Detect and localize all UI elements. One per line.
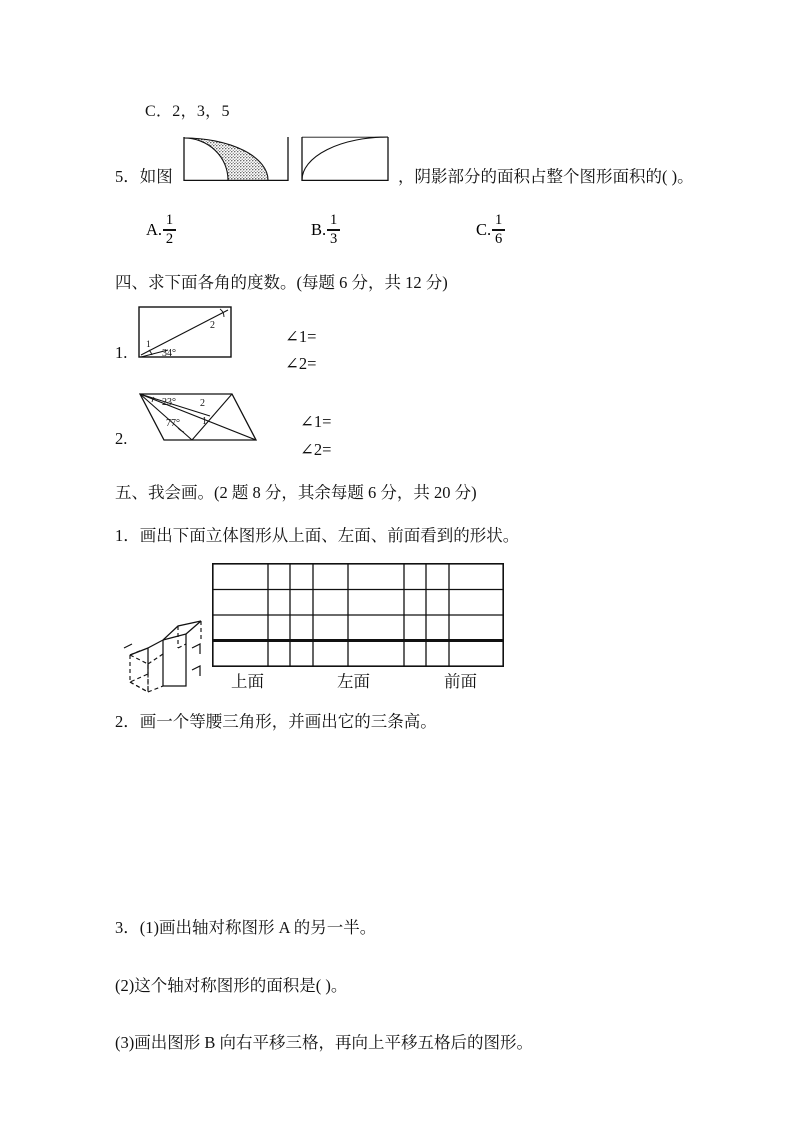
angle-label-1: 1 bbox=[146, 340, 151, 350]
fraction-one-third bbox=[327, 213, 340, 247]
choice-b-label: B. bbox=[311, 219, 327, 239]
item-body: 画出下面立体图形从上面、左面、前面看到的形状。 bbox=[139, 526, 520, 545]
fraction-one-sixth bbox=[492, 213, 505, 247]
fraction-denominator: 2 bbox=[165, 230, 174, 247]
section-four-item-2-answer-2: ∠2= bbox=[300, 440, 332, 459]
parallelogram-with-diagonals-figure bbox=[136, 388, 261, 446]
angle-value-77: 77° bbox=[166, 418, 180, 429]
section-five-item-1-text bbox=[115, 527, 519, 545]
fraction-denominator: 6 bbox=[495, 230, 503, 247]
choice-a-label: A. bbox=[146, 219, 163, 239]
angle-label-1: 1 bbox=[202, 416, 207, 427]
view-label-front: 前面 bbox=[444, 672, 477, 691]
view-label-left: 左面 bbox=[337, 672, 370, 691]
question5-shaded-area-figure bbox=[180, 136, 392, 182]
choice-c-previous-question: C．2，3，5 bbox=[145, 103, 230, 120]
item-number: 3． bbox=[115, 918, 140, 937]
angle-label-2: 2 bbox=[210, 320, 215, 331]
fraction-numerator: 1 bbox=[165, 212, 174, 228]
question5-choice-b[interactable] bbox=[311, 213, 340, 247]
section-four-item-2-number: 2. bbox=[115, 429, 128, 448]
item-number: 2． bbox=[115, 712, 140, 731]
fraction-numerator: 1 bbox=[330, 212, 338, 228]
angle-value-34: 34° bbox=[162, 348, 176, 359]
question5-choice-a[interactable] bbox=[146, 213, 176, 247]
question5-choice-c[interactable] bbox=[476, 213, 505, 247]
question5-lead-text: 5．如图 bbox=[115, 167, 173, 186]
isometric-cube-stack-figure bbox=[108, 608, 206, 700]
fraction-denominator: 3 bbox=[330, 230, 338, 247]
section-five-item-3-subitem-1 bbox=[115, 919, 376, 937]
section-five-item-3-subitem-3: (3)画出图形 B 向右平移三格，再向上平移五格后的图形。 bbox=[115, 1033, 533, 1052]
item-body: 画一个等腰三角形，并画出它的三条高。 bbox=[139, 712, 437, 731]
fraction-numerator: 1 bbox=[495, 212, 503, 228]
three-views-answer-grid[interactable] bbox=[212, 563, 504, 667]
fraction-one-half bbox=[163, 213, 176, 247]
question5-tail-text: ，阴影部分的面积占整个图形面积的( )。 bbox=[398, 167, 694, 186]
section-four-heading: 四、求下面各角的度数。(每题 6 分，共 12 分) bbox=[115, 273, 448, 292]
rectangle-with-diagonal-figure bbox=[138, 306, 232, 358]
section-four-item-1-answer-2: ∠2= bbox=[285, 354, 317, 373]
section-five-item-3-subitem-2: (2)这个轴对称图形的面积是( )。 bbox=[115, 976, 348, 995]
section-four-item-1-number: 1. bbox=[115, 343, 128, 362]
angle-label-2: 2 bbox=[200, 398, 205, 409]
section-four-item-1-answer-1: ∠1= bbox=[285, 327, 317, 346]
section-five-item-2-text bbox=[115, 713, 437, 731]
section-five-heading: 五、我会画。(2 题 8 分，其余每题 6 分，共 20 分) bbox=[115, 483, 477, 502]
subitem-body: (1)画出轴对称图形 A 的另一半。 bbox=[139, 918, 377, 937]
item-number: 1． bbox=[115, 526, 140, 545]
choice-c-label: C. bbox=[476, 219, 492, 239]
view-label-top: 上面 bbox=[231, 672, 264, 691]
section-four-item-2-answer-1: ∠1= bbox=[300, 412, 332, 431]
angle-value-23: 23° bbox=[162, 397, 176, 408]
